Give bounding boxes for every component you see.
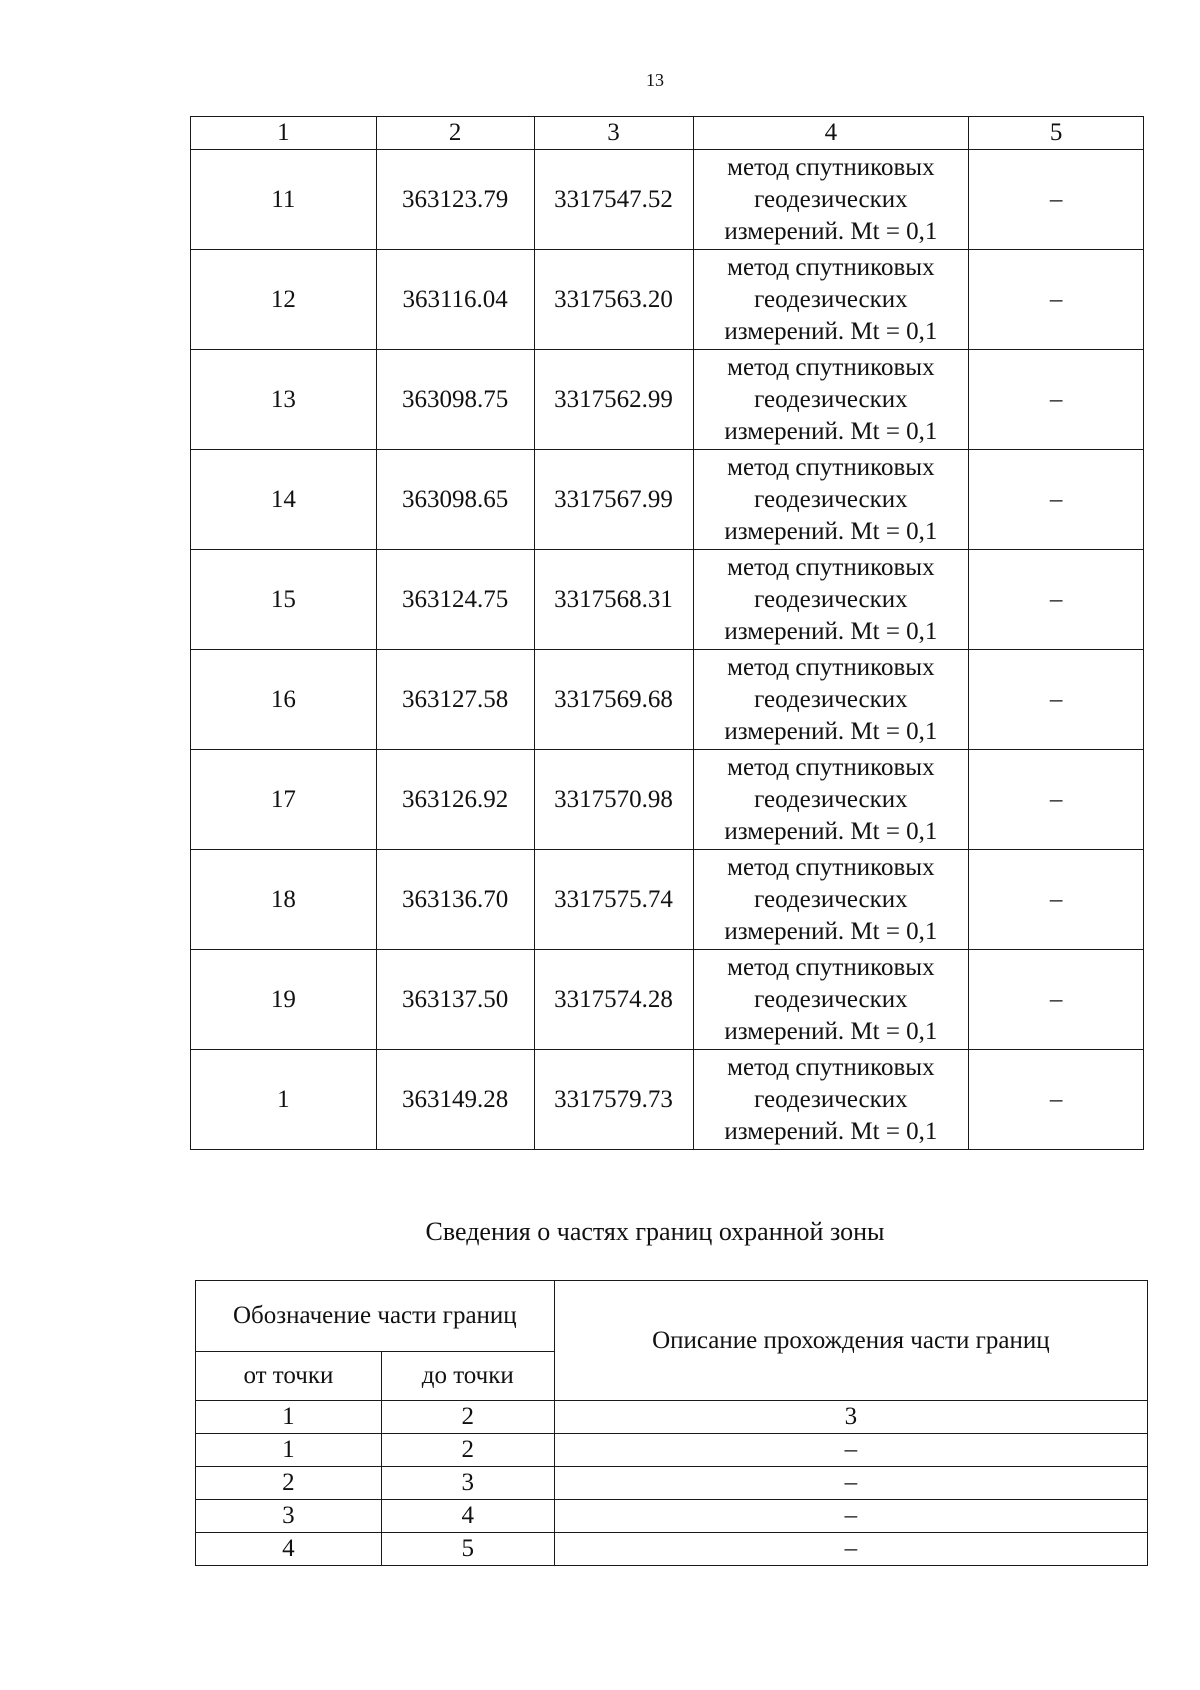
method-description bbox=[693, 750, 969, 850]
y-coordinate: 3317579.73 bbox=[534, 1050, 693, 1150]
x-coordinate: 363123.79 bbox=[376, 150, 534, 250]
method-line: метод спутниковых bbox=[727, 953, 935, 981]
method-line: геодезических bbox=[754, 1085, 908, 1113]
method-line: геодезических bbox=[754, 985, 908, 1013]
note: – bbox=[969, 1050, 1144, 1150]
point-number: 13 bbox=[191, 350, 377, 450]
method-line: геодезических bbox=[754, 885, 908, 913]
table-row bbox=[191, 750, 1144, 850]
method-line: метод спутниковых bbox=[727, 453, 935, 481]
point-number: 14 bbox=[191, 450, 377, 550]
method-line: геодезических bbox=[754, 285, 908, 313]
x-coordinate: 363124.75 bbox=[376, 550, 534, 650]
column-number-row bbox=[191, 117, 1144, 150]
note: – bbox=[969, 750, 1144, 850]
to-point: 2 bbox=[381, 1434, 554, 1467]
y-coordinate: 3317568.31 bbox=[534, 550, 693, 650]
to-point: 4 bbox=[381, 1500, 554, 1533]
method-line: метод спутниковых bbox=[727, 353, 935, 381]
method-line: метод спутниковых bbox=[727, 153, 935, 181]
method-line: измерений. Mt = 0,1 bbox=[724, 1117, 938, 1145]
x-coordinate: 363098.65 bbox=[376, 450, 534, 550]
table-row bbox=[196, 1533, 1148, 1566]
note: – bbox=[969, 850, 1144, 950]
x-coordinate: 363126.92 bbox=[376, 750, 534, 850]
boundary-parts-table bbox=[195, 1280, 1148, 1566]
note: – bbox=[969, 950, 1144, 1050]
column-number: 2 bbox=[376, 117, 534, 150]
method-description bbox=[693, 150, 969, 250]
column-number: 3 bbox=[534, 117, 693, 150]
point-number: 11 bbox=[191, 150, 377, 250]
method-description bbox=[693, 350, 969, 450]
point-number: 16 bbox=[191, 650, 377, 750]
method-line: измерений. Mt = 0,1 bbox=[724, 417, 938, 445]
y-coordinate: 3317562.99 bbox=[534, 350, 693, 450]
x-coordinate: 363149.28 bbox=[376, 1050, 534, 1150]
coordinates-table bbox=[190, 116, 1144, 1150]
point-number: 15 bbox=[191, 550, 377, 650]
column-number: 3 bbox=[554, 1401, 1147, 1434]
table-row bbox=[191, 350, 1144, 450]
method-line: метод спутниковых bbox=[727, 653, 935, 681]
method-description bbox=[693, 850, 969, 950]
method-line: измерений. Mt = 0,1 bbox=[724, 717, 938, 745]
method-line: метод спутниковых bbox=[727, 853, 935, 881]
table-row bbox=[191, 950, 1144, 1050]
method-line: измерений. Mt = 0,1 bbox=[724, 317, 938, 345]
table-row bbox=[191, 150, 1144, 250]
from-point: 1 bbox=[196, 1434, 382, 1467]
method-description bbox=[693, 950, 969, 1050]
method-line: геодезических bbox=[754, 485, 908, 513]
method-line: геодезических bbox=[754, 385, 908, 413]
method-description bbox=[693, 550, 969, 650]
method-line: геодезических bbox=[754, 785, 908, 813]
part-description: – bbox=[554, 1434, 1147, 1467]
y-coordinate: 3317574.28 bbox=[534, 950, 693, 1050]
table-row bbox=[191, 1050, 1144, 1150]
method-description bbox=[693, 450, 969, 550]
designation-header: Обозначение части границ bbox=[196, 1281, 555, 1352]
note: – bbox=[969, 150, 1144, 250]
method-line: измерений. Mt = 0,1 bbox=[724, 1017, 938, 1045]
column-number: 1 bbox=[196, 1401, 382, 1434]
x-coordinate: 363137.50 bbox=[376, 950, 534, 1050]
part-description: – bbox=[554, 1467, 1147, 1500]
method-line: геодезических bbox=[754, 585, 908, 613]
column-number-row bbox=[196, 1401, 1148, 1434]
note: – bbox=[969, 550, 1144, 650]
point-number: 1 bbox=[191, 1050, 377, 1150]
method-line: геодезических bbox=[754, 185, 908, 213]
point-number: 17 bbox=[191, 750, 377, 850]
method-line: метод спутниковых bbox=[727, 753, 935, 781]
table-row bbox=[191, 250, 1144, 350]
method-line: метод спутниковых bbox=[727, 1053, 935, 1081]
table-row bbox=[196, 1467, 1148, 1500]
part-description: – bbox=[554, 1533, 1147, 1566]
table-row bbox=[196, 1500, 1148, 1533]
from-point: 4 bbox=[196, 1533, 382, 1566]
from-point-header: от точки bbox=[196, 1352, 382, 1401]
method-line: измерений. Mt = 0,1 bbox=[724, 917, 938, 945]
from-point: 2 bbox=[196, 1467, 382, 1500]
method-line: измерений. Mt = 0,1 bbox=[724, 217, 938, 245]
column-number: 4 bbox=[693, 117, 969, 150]
x-coordinate: 363136.70 bbox=[376, 850, 534, 950]
part-description: – bbox=[554, 1500, 1147, 1533]
method-line: измерений. Mt = 0,1 bbox=[724, 617, 938, 645]
y-coordinate: 3317547.52 bbox=[534, 150, 693, 250]
column-number: 1 bbox=[191, 117, 377, 150]
x-coordinate: 363116.04 bbox=[376, 250, 534, 350]
section-title: Сведения о частях границ охранной зоны bbox=[425, 1217, 885, 1246]
table-row bbox=[196, 1434, 1148, 1467]
note: – bbox=[969, 350, 1144, 450]
x-coordinate: 363127.58 bbox=[376, 650, 534, 750]
y-coordinate: 3317563.20 bbox=[534, 250, 693, 350]
method-line: метод спутниковых bbox=[727, 553, 935, 581]
method-description bbox=[693, 250, 969, 350]
table-row bbox=[191, 850, 1144, 950]
note: – bbox=[969, 250, 1144, 350]
point-number: 19 bbox=[191, 950, 377, 1050]
page-number: 13 bbox=[646, 70, 664, 90]
from-point: 3 bbox=[196, 1500, 382, 1533]
to-point: 3 bbox=[381, 1467, 554, 1500]
point-number: 12 bbox=[191, 250, 377, 350]
x-coordinate: 363098.75 bbox=[376, 350, 534, 450]
y-coordinate: 3317575.74 bbox=[534, 850, 693, 950]
column-number: 5 bbox=[969, 117, 1144, 150]
to-point-header: до точки bbox=[381, 1352, 554, 1401]
to-point: 5 bbox=[381, 1533, 554, 1566]
note: – bbox=[969, 450, 1144, 550]
method-line: измерений. Mt = 0,1 bbox=[724, 517, 938, 545]
method-line: метод спутниковых bbox=[727, 253, 935, 281]
description-header: Описание прохождения части границ bbox=[554, 1281, 1147, 1401]
point-number: 18 bbox=[191, 850, 377, 950]
table-row bbox=[191, 550, 1144, 650]
method-description bbox=[693, 650, 969, 750]
y-coordinate: 3317569.68 bbox=[534, 650, 693, 750]
method-line: измерений. Mt = 0,1 bbox=[724, 817, 938, 845]
column-number: 2 bbox=[381, 1401, 554, 1434]
method-description bbox=[693, 1050, 969, 1150]
note: – bbox=[969, 650, 1144, 750]
y-coordinate: 3317570.98 bbox=[534, 750, 693, 850]
table-row bbox=[191, 650, 1144, 750]
method-line: геодезических bbox=[754, 685, 908, 713]
y-coordinate: 3317567.99 bbox=[534, 450, 693, 550]
table-row bbox=[191, 450, 1144, 550]
header-row bbox=[196, 1281, 1148, 1352]
